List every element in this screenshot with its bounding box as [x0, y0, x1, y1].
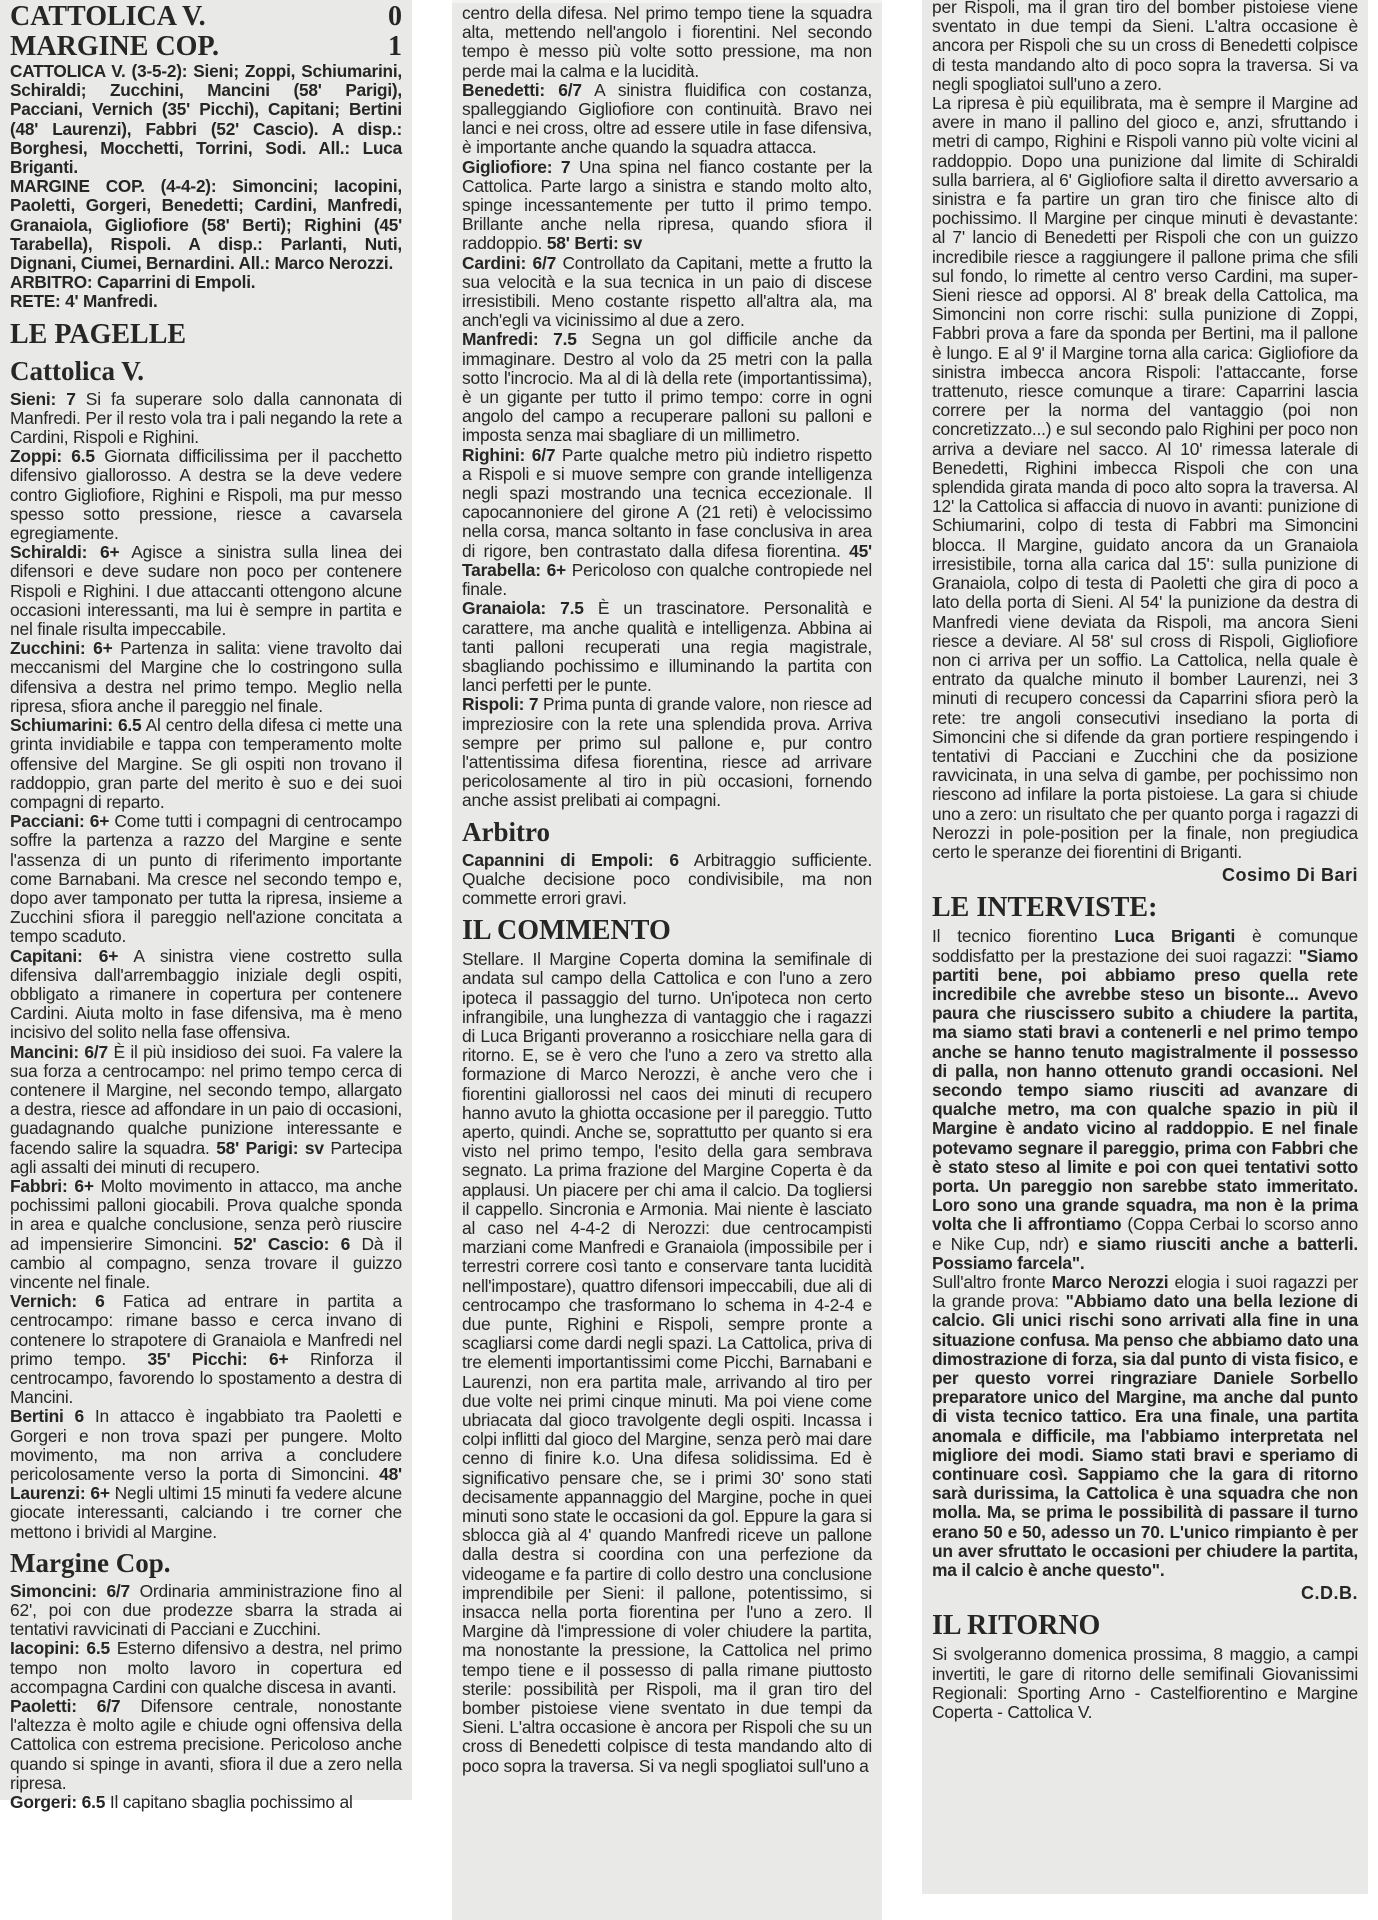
nerozzi-name: Marco Nerozzi [1051, 1272, 1169, 1292]
player-comment: Come tutti i compagni di centrocampo soffre la partenza a razzo del Margine e sente l'assenza di un punto di riferimento importante come Barnabani. Ma cresce nel secondo tempo e, dopo aver tamponato per tutta la ripresa, insieme a Zucchini sfiora il pareggio nell'azione concitata a tempo scaduto. [10, 811, 402, 947]
clipping-middle-column [452, 0, 882, 1920]
player-rating [10, 639, 402, 716]
player-rating [462, 446, 872, 600]
player-comment: È il più insidioso dei suoi. Fa valere la sua forza a centrocampo: nel primo tempo cerca di contenere il Margine, nel secondo tempo, allargato a destra, riesce ad affondare in un paio di occasioni, guadagnando qualche punizione interessante e facendo salire la squadra. [10, 1041, 402, 1158]
substitute-name-score: 52' Cascio: 6 [233, 1233, 351, 1254]
team2-ratings [10, 1582, 402, 1812]
player-name-score: Simoncini: 6/7 [10, 1580, 131, 1601]
comment-continuation: per Rispoli, ma il gran tiro del bomber pistoiese viene sventato in due tempi da Sieni. L'altra occasione è ancora per Rispoli che su un cross di Benedetti colpisce di testa mandando alto di poco sopra la traversa. Si va negli spogliatoi sull'uno a zero. [932, 0, 1358, 94]
player-rating [10, 1582, 402, 1640]
player-rating [462, 81, 872, 158]
player-comment: Ordinaria amministrazione fino al 62', poi con due prodezze sbarra la strada ai tentativi ravvicinati di Pacciani e Zucchini. [10, 1580, 402, 1640]
comment-title: IL COMMENTO [462, 915, 671, 947]
player-rating [10, 1697, 402, 1793]
player-rating [10, 1292, 402, 1407]
substitute-comment: Rinforza il centrocampo, favorendo lo spostamento a destra di Mancini. [10, 1348, 402, 1408]
substitute-name-score: 58' Berti: sv [546, 233, 643, 254]
nerozzi-intro-end: elogia i suoi ragazzi per la grande prova: [932, 1272, 1359, 1312]
player-name-score: Capitani: 6+ [10, 945, 119, 966]
player-name-score: Paoletti: 6/7 [10, 1696, 121, 1717]
team1-ratings [10, 390, 402, 1542]
briganti-interview [932, 927, 1358, 1273]
referee-name: Capannini di Empoli: 6 [462, 849, 679, 870]
substitute-comment: Partecipa agli assalti dei minuti di recupero. [10, 1137, 402, 1177]
interviews-title: LE INTERVISTE: [932, 892, 1158, 924]
team2-title: Margine Cop. [10, 1547, 171, 1578]
score-away [10, 32, 402, 62]
player-name-score: Zoppi: 6.5 [10, 446, 95, 467]
player-comment: Difensore centrale, nonostante l'altezza è molto agile e chiude ogni offensiva della Cattolica con estrema precisione. Pericoloso anche quando si spinge in avanti, sfiora il due a zero nella ripresa. [10, 1696, 402, 1793]
comment-body: Stellare. Il Margine Coperta domina la semifinale di andata sul campo della Cattolica e con l'uno a zero ipoteca il passaggio del turno. Un'ipoteca non certo infrangibile, una lunghezza di vantaggio che i ragazzi di Luca Briganti proveranno a rosicchiare nella gara di ritorno. E, se è vero che l'uno a zero va stretto alla formazione di Marco Nerozzi, è anche vero che i fiorentini giallorossi nel caos dei minuti di recupero hanno avuto la ghiotta occasione per il pareggio. Tutto aperto, quindi. Anche se, soprattutto per quanto si era visto nel primo tempo, l'esito della gara sembrava segnato. La prima frazione del Margine Coperta è da applausi. Un piacere per chi ama il calcio. Da togliersi il cappello. Sincronia e Armonia. Mai niente è lasciato al caso nel 4-4-2 di Nerozzi: due centrocampisti marziani come Manfredi e Granaiola (impossibile per i terrestri correre così tanto e conservare tanta lucidità nell'impostare), quattro difensori impeccabili, due ali di centrocampo che trasformano lo schema in 4-2-4 e due punte, Righini e Rispoli, sempre pronte a scagliarsi come dardi negli spazi. La Cattolica, priva di tre elementi importantissimi come Picchi, Barnabani e Laurenzi, non era partita male, arrivando al tiro per due volte nei primi cinque minuti. Ma poi viene come ubriacata dal gioco travolgente degli ospiti. Incassa i colpi inflitti dal gioco del Margine, senza però mai dare cenno di finire k.o. Una difesa solidissima. Ed è significativo pensare che, se i primi 30' sono stati decisamente appannaggio del Margine, poche in quei minuti sono state le occasioni da gol. Eppure la gara si sblocca già al 4' quando Manfredi riceve un pallone dalla destra si coordina con una perfezione da videogame e fa partire di collo destro una conclusione imprendibile per Sieni: il pallone, potentissimo, si insacca nella porta fiorentina per l'uno a zero. Il Margine dà l'impressione di voler chiudere la partita, ma nonostante la pressione, la Cattolica nel primo tempo tiene e il possesso di palla rimane piuttosto sterile: possibilità per Rispoli, ma il gran tiro del bomber pistoiese viene sventato in due tempi da Sieni. L'altra occasione è ancora per Rispoli che su un cross di Benedetti colpisce di testa mandando alto di poco sopra la traversa. Si va negli spogliatoi sull'uno a [462, 949, 872, 1776]
player-rating [462, 254, 872, 331]
briganti-intro: Il tecnico fiorentino [932, 926, 1115, 947]
player-name-score: Vernich: 6 [10, 1291, 105, 1312]
substitute-comment: Dà il cambio al compagno, senza trovare il guizzo vincente nel finale. [10, 1233, 403, 1292]
substitute-comment: Pericoloso con qualche contropiede nel finale. [462, 559, 872, 600]
player-rating [10, 1407, 402, 1541]
return-title: IL RITORNO [932, 1610, 1101, 1642]
initials-byline: C.D.B. [1301, 1583, 1358, 1604]
player-rating [10, 543, 402, 639]
player-name-score: Gigliofiore: 7 [462, 156, 571, 177]
player-name-score: Benedetti: 6/7 [462, 79, 582, 100]
nerozzi-intro: Sull'altro fronte [932, 1272, 1052, 1292]
player-comment: Partenza in salita: viene travolto dai meccanismi del Margine che lo costringono sulla difensiva a destra nel primo tempo. Meglio nella ripresa, sfiora anche il pareggio nel finale. [10, 638, 402, 716]
referee-title: Arbitro [462, 816, 550, 847]
player-rating [10, 1793, 402, 1812]
score-home [10, 2, 402, 32]
section-title-pagelle: LE PAGELLE [10, 318, 187, 350]
player-name-score: Gorgeri: 6.5 [10, 1792, 106, 1813]
clipping-left-column [0, 0, 412, 1813]
substitute-name-score: 45' Tarabella: 6+ [462, 540, 872, 580]
home-score: 0 [388, 1, 402, 32]
substitute-comment: Negli ultimi 15 minuti fa vedere alcune giocate interessanti, calciando i tre corner che mettono i brividi al Margine. [10, 1483, 402, 1542]
player-name-score: Righini: 6/7 [462, 444, 556, 465]
player-rating [462, 599, 872, 695]
player-comment: Segna un gol difficile anche da immaginare. Destro al volo da 25 metri con la palla sotto l'incrocio. Ma al di là della rete (importantissima), è un gigante per tutto il primo tempo: corre in ogni angolo del campo a recuperare palloni su palloni e imposta senza mai sbagliare di un millimetro. [462, 329, 872, 446]
player-comment: Giornata difficilissima per il pacchetto difensivo giallorosso. A destra se la deve vedere contro Gigliofiore, Righini e Rispoli, ma pur messo spesso sotto pressione, riesce a cavarsela egregiamente. [10, 446, 402, 544]
home-team-name: CATTOLICA V. [10, 1, 206, 32]
rating-continuation: centro della difesa. Nel primo tempo tiene la squadra alta, mettendo nell'angolo i fiorentini. Nel secondo tempo è messo più volte sotto pressione, ma non perde mai la calma e la lucidità. [462, 3, 872, 81]
briganti-intro-end: è comunque soddisfatto per la prestazione dei suoi ragazzi: [932, 926, 1358, 966]
briganti-quote-end: e siamo riusciti anche a batterli. Possiamo farcela". [932, 1233, 1358, 1273]
referee-text: Arbitraggio sufficiente. Qualche decisione poco condivisibile, ma non commette errori gravi. [462, 849, 872, 908]
substitute-name-score: 58' Parigi: sv [216, 1137, 324, 1158]
goals-line: RETE: 4' Manfredi. [10, 291, 158, 312]
player-comment: Esterno difensivo a destra, nel primo tempo non molto lavoro in copertura ed accompagna Cardini con qualche discesa in avanti. [10, 1638, 402, 1697]
player-comment: Il capitano sbaglia pochissimo al [105, 1792, 353, 1813]
clip-edge [452, 0, 882, 3]
player-name-score: Cardini: 6/7 [462, 252, 557, 273]
player-comment: Si fa superare solo dalla cannonata di Manfredi. Per il resto vola tra i pali negando la rete a Cardini, Rispoli e Righini. [10, 388, 402, 448]
away-score: 1 [388, 31, 402, 62]
player-rating [10, 390, 402, 448]
player-rating [462, 330, 872, 445]
player-rating [10, 716, 402, 812]
return-body: Si svolgeranno domenica prossima, 8 maggio, a campi invertiti, le gare di ritorno delle semifinali Giovanissimi Regionali: Sporting Arno - Castelfiorentino e Margine Coperta - Cattolica V. [932, 1644, 1358, 1723]
briganti-note: (Coppa Cerbai lo scorso anno e Nike Cup, ndr) [932, 1214, 1358, 1254]
clipping-right-column [922, 0, 1368, 1894]
referee-rating [462, 851, 872, 909]
substitute-name-score: 35' Picchi: 6+ [147, 1348, 289, 1369]
briganti-name: Luca Briganti [1114, 926, 1236, 947]
player-name-score: Bertini 6 [10, 1406, 84, 1427]
player-comment: Parte qualche metro più indietro rispetto a Rispoli e si muove sempre con grande intelligenza negli spazi mostrando una tecnica eccezionale. Il capocannoniere del girone A (21 reti) è velocissimo nella corsa, manca soltanto in fase conclusiva in area di rigore, ben contrastato dalla difesa fiorentina. [462, 444, 872, 561]
player-rating [10, 447, 402, 543]
referee-line: ARBITRO: Caparrini di Empoli. [10, 272, 256, 293]
nerozzi-quote: "Abbiamo dato una bella lezione di calcio. Gli unici rischi sono arrivati alla fine in una situazione confusa. Ma penso che abbiamo dato una dimostrazione di forza, sia dal punto di vista fisico, e per questo vorrei ringraziare Daniele Sorbello preparatore unico del Margine, ma anche dal punto di vista tecnico tattico. Era una finale, una partita anomala e difficile, ma l'abbiamo interpretata nel migliore dei modi. Siamo stati bravi e speriamo di continuare così. Sappiamo che la gara di ritorno sarà durissima, la Cattolica è una squadra che non molla. Ma, se prima le possibilità di passare il turno erano 50 e 50, adesso un 70. L'unico rimpianto è per un aver sfruttato le occasioni per chiudere la partita, ma il calcio è anche questo". [932, 1291, 1358, 1581]
player-comment: Al centro della difesa ci mette una grinta invidiabile e tappa con temperamento molte offensive del Margine. Se gli ospiti non trovano il raddoppio, gran parte del merito è suo e dei suoi compagni di reparto. [10, 715, 402, 812]
substitute-name-score: 48' Laurenzi: 6+ [10, 1464, 402, 1504]
lineup-home: CATTOLICA V. (3-5-2): Sieni; Zoppi, Schiumarini, Schiraldi; Zucchini, Mancini (58' Parigi), Pacciani, Vernich (35' Picchi), Capitani; Bertini (48' Laurenzi), Fabbri (52' Cascio). A disp.: Borghesi, Mocchetti, Torrini, Sodi. All.: Luca Briganti. [10, 61, 402, 178]
player-name-score: Sieni: 7 [10, 388, 76, 409]
player-comment: Molto movimento in attacco, ma anche pochissimi palloni giocabili. Prova qualche sponda in area e qualche conclusione, senza però riuscire ad impensierire Simoncini. [10, 1175, 402, 1254]
player-name-score: Pacciani: 6+ [10, 811, 110, 832]
player-rating [462, 695, 872, 810]
player-rating [10, 947, 402, 1043]
nerozzi-interview [932, 1273, 1358, 1580]
player-rating [10, 1639, 402, 1697]
player-comment: A sinistra viene costretto sulla difensiva dall'arrembaggio iniziale degli ospiti, obbligato a rimanere in copertura per contenere Cardini. Aiuta molto in fase difensiva, ma è meno incisivo del solito nella fase offensiva. [10, 945, 402, 1043]
player-comment: Fatica ad entrare in partita a centrocampo: rimane basso e cerca invano di contenere lo strapotere di Granaiola e Manfredi nel primo tempo. [10, 1291, 403, 1369]
player-comment: A sinistra fluidifica con costanza, spalleggiando Gigliofiore con continuità. Bravo nei lanci e nei cross, oltre ad essere utile in fase difensiva, è importante anche quando la squadra attacca. [462, 79, 872, 158]
player-name-score: Zucchini: 6+ [10, 638, 113, 659]
player-rating [462, 158, 872, 254]
player-name-score: Manfredi: 7.5 [462, 329, 577, 350]
player-comment: È un trascinatore. Personalità e carattere, ma anche qualità e intelligenza. Abbina ai tanti palloni recuperati una regia magistrale, sbagliando pochissimo e illuminando la partita con lanci perfetti per le punte. [462, 598, 872, 696]
player-name-score: Granaiola: 7.5 [462, 598, 584, 619]
team1-title: Cattolica V. [10, 355, 144, 386]
player-rating [10, 812, 402, 946]
player-comment: Una spina nel fianco costante per la Cattolica. Parte largo a sinistra e stando molto alto, spinge incessantemente per tutto il primo tempo. Brillante anche nella ripresa, quando sfiora il raddoppio. [462, 156, 872, 254]
team2-ratings-continued [462, 81, 872, 811]
lineup-away: MARGINE COP. (4-4-2): Simoncini; Iacopini, Paoletti, Gorgeri, Benedetti; Cardini, Manfredi, Granaiola, Gigliofiore (58' Berti); Righini (45' Tarabella), Rispoli. A disp.: Parlanti, Nuti, Dignani, Ciumei, Bernardini. All.: Marco Nerozzi. [10, 176, 402, 274]
away-team-name: MARGINE COP. [10, 31, 219, 62]
player-name-score: Schiraldi: 6+ [10, 542, 120, 563]
player-comment: Controllato da Capitani, mette a frutto la sua velocità e la sua tecnica in un paio di discese irresistibili. Meno costante rispetto all'altra ala, ma anch'egli va vicinissimo al due a zero. [462, 252, 872, 331]
player-rating [10, 1043, 402, 1177]
player-comment: Prima punta di grande valore, non riesce ad impreziosire con la rete una splendida prova. Arriva sempre per primo sul pallone e, pur contro l'attentissima difesa fiorentina, riesce ad arrivare pericolosamente al tiro in più occasioni, fornendo anche assist prelibati ai compagni. [462, 694, 872, 811]
player-name-score: Rispoli: 7 [462, 694, 539, 715]
author-byline: Cosimo Di Bari [1221, 865, 1358, 886]
briganti-quote: "Siamo partiti bene, poi abbiamo preso quella rete incredibile che avrebbe steso un bisonte... Avevo paura che riuscissero subito a chiudere la partita, ma siamo stati bravi a contenerli e nel primo tempo anche se hanno tenuto magistralmente il possesso di palla, non hanno ottenuto grandi occasioni. Nel secondo tempo siamo riusciti ad avanzare di qualche metro, ma con qualche spazio in più il Margine è andato vicino al raddoppio. E nel finale potevamo segnare il pareggio, prima con Fabbri che è stato steso al limite e poi con quei tentativi sotto porta. Un pareggio non sarebbe stato immeritato. Loro sono una grande squadra, ma non è la prima volta che li affrontiamo [932, 945, 1358, 1235]
player-name-score: Mancini: 6/7 [10, 1041, 108, 1062]
player-name-score: Iacopini: 6.5 [10, 1638, 110, 1659]
player-comment: Agisce a sinistra sulla linea dei difensori e deve sudare non poco per contenere Rispoli e Righini. I due attaccanti ottengono alcune occasioni interessanti, ma lui è sempre in partita e nel finale risulta impeccabile. [10, 542, 402, 640]
player-rating [10, 1177, 402, 1292]
second-half-body: La ripresa è più equilibrata, ma è sempre il Margine ad avere in mano il pallino del gioco e, anzi, sfruttando i metri di campo, Righini e Rispoli vanno più volte vicini al raddoppio. Dopo una punizione dal limite di Schiraldi sulla barriera, al 6' Gigliofiore salta il diretto avversario a sinistra e fa partire un gran tiro che finisce alto di pochissimo. Il Margine per cinque minuti è devastante: al 7' lancio di Benedetti per Rispoli che con un guizzo incredibile riesce a raggiungere il pallone prima che sfili sul fondo, lo rimette al centro verso Cardini, ma super-Sieni riesce ad opporsi. Al 8' break della Cattolica, ma Simoncini non corre rischi: sulla punizione di Zoppi, Fabbri prova a fare da sponda per Bertini, ma il pallone è lungo. E al 9' il Margine torna alla carica: Gigliofiore da sinistra imbecca ancora Rispoli: l'attaccante, forse trattenuto, riesce comunque a tirare: Caparrini lascia correre per la norma del vantaggio (poi non concretizzato...) e sul secondo palo Righini per poco non arriva a deviare nel sacco. Al 10' rimessa laterale di Benedetti, Righini imbecca Rispoli che con una splendida girata manda di poco alto sopra la traversa. Al 12' la Cattolica si affaccia di nuovo in avanti: punizione di Schiumarini, colpo di testa di Fabbri ma Simoncini blocca. Il Margine, guidato ancora da un Granaiola irresistibile, torna alla carica dal 15': sulla punizione di Granaiola, colpo di testa di Paoletti che gira di poco a lato della porta di Sieni. Al 54' la punizione da destra di Manfredi viene deviata da Rispoli, ma ancora Sieni riesce a deviare. Al 58' sul cross di Rispoli, Gigliofiore non ci arriva per un soffio. La Cattolica, nella quale è entrato da qualche minuto il bomber Laurenzi, nei 3 minuti di recupero concessi da Caparrini sfiora però la rete: tre angoli consecutivi insediano la porta di Simoncini che si difende da gran portiere respingendo i tentativi di Pacciani e Zucchini che da posizione ravvicinata, in una selva di gambe, per pochissimo non riescono ad infilare la porta pistoiese. La gara si chiude uno a zero: un risultato che per quanto porga i ragazzi di Nerozzi in pole-position per la finale, non pregiudica certo le speranze dei fiorentini di Briganti. [932, 93, 1358, 862]
player-name-score: Fabbri: 6+ [10, 1175, 94, 1196]
player-comment: In attacco è ingabbiato tra Paoletti e Gorgeri e non trova spazi per pungere. Molto movimento, ma non arriva a concludere pericolosamente verso la porta di Simoncini. [10, 1406, 402, 1485]
player-name-score: Schiumarini: 6.5 [10, 715, 142, 736]
